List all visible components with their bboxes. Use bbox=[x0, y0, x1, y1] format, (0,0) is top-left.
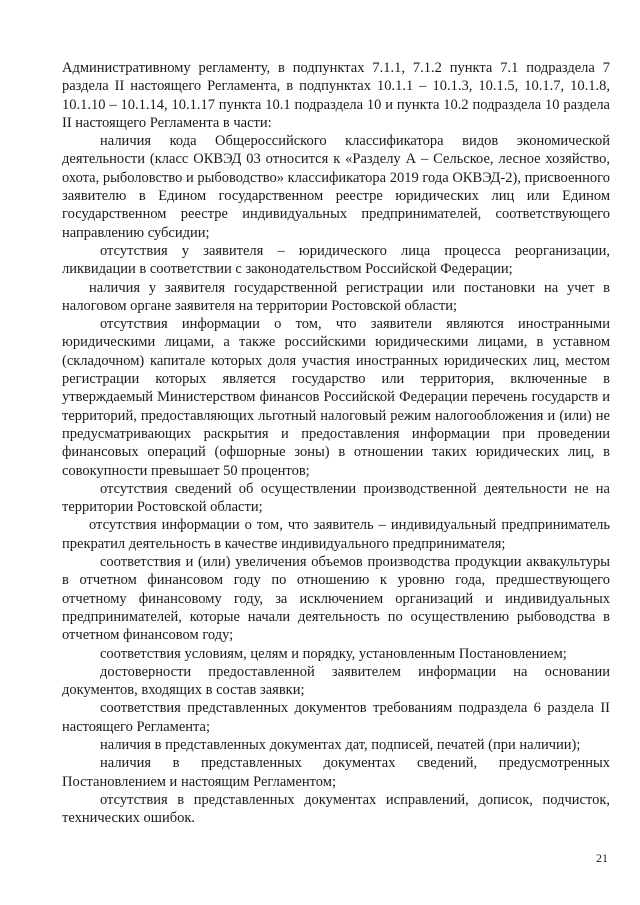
paragraph-continuation: Административному регламенту, в подпунктах 7.1.1, 7.1.2 пункта 7.1 подраздела 7 раздела II настоящего Регламента, в подпунктах 10.1.1 – 10.1.3, 10.1.5, 10.1.7, 10.1.8, 10.1.10 – 10.1.14, 10.1.17 пункта 10.1 подраздела 10 и пункта 10.2 подраздела 10 раздела II настоящего Регламента в части: bbox=[62, 60, 610, 131]
page-body bbox=[62, 59, 610, 827]
paragraph-production-volume: соответствия и (или) увеличения объемов производства продукции аквакультуры в отчетном финансовом году по отношению к уровню года, предшествующего отчетному финансовому году, за исключением организаций и индивидуальных предпринимателей, которые начали деятельность по осуществлению рыбоводства в отчетном финансовом году; bbox=[62, 554, 610, 644]
paragraph-no-corrections: отсутствия в представленных документах исправлений, дописок, подчисток, технических ошибок. bbox=[62, 791, 610, 827]
paragraph-information-reliability: достоверности предоставленной заявителем информации на основании документов, входящих в состав заявки; bbox=[62, 663, 610, 699]
paragraph-dates-signatures: наличия в представленных документах дат, подписей, печатей (при наличии); bbox=[100, 736, 581, 753]
paragraph-okved-code: наличия кода Общероссийского классификатора видов экономической деятельности (класс ОКВЭД 03 относится к «Разделу А – Сельское, лесное хозяйство, охота, рыболовство и рыбоводство» классификатора 2019 года ОКВЭД-2), присвоенного заявителю в Едином государственном реестре юридических лиц или Едином государственном реестре индивидуальных предпринимателей, соответствующего направлению субсидии; bbox=[62, 133, 610, 241]
paragraph-production-territory: отсутствия сведений об осуществлении производственной деятельности не на территории Ростовской области; bbox=[62, 480, 610, 516]
paragraph-conditions-compliance: соответствия условиям, целям и порядку, установленным Постановлением; bbox=[100, 645, 567, 662]
page-number: 21 bbox=[596, 851, 608, 865]
paragraph-entrepreneur-activity: отсутствия информации о том, что заявитель – индивидуальный предприниматель прекратил деятельность в качестве индивидуального предпринимателя; bbox=[62, 517, 610, 552]
paragraph-documents-requirements: соответствия представленных документов требованиям подраздела 6 раздела II настоящего Регламента; bbox=[62, 700, 610, 735]
paragraph-no-reorganization: отсутствия у заявителя – юридического лица процесса реорганизации, ликвидации в соответствии с законодательством Российской Федерации; bbox=[62, 242, 610, 278]
paragraph-no-foreign-entities: отсутствия информации о том, что заявители являются иностранными юридическими лицами, а также российскими юридическими лицами, в уставном (складочном) капитале которых доля участия иностранных юридических лиц, местом регистрации которых является государство или территория, включенные в утверждаемый Министерством финансов Российской Федерации перечень государств и территорий, предоставляющих льготный налоговый режим налогообложения и (или) не предусматривающих раскрытия и предоставления информации при проведении финансовых операций (офшорные зоны) в отношении таких юридических лиц, в совокупности превышает 50 процентов; bbox=[62, 316, 610, 479]
paragraph-registration: наличия у заявителя государственной регистрации или постановки на учет в налоговом органе заявителя на территории Ростовской области; bbox=[62, 279, 610, 314]
paragraph-required-info: наличия в представленных документах сведений, предусмотренных Постановлением и настоящим Регламентом; bbox=[62, 755, 610, 790]
